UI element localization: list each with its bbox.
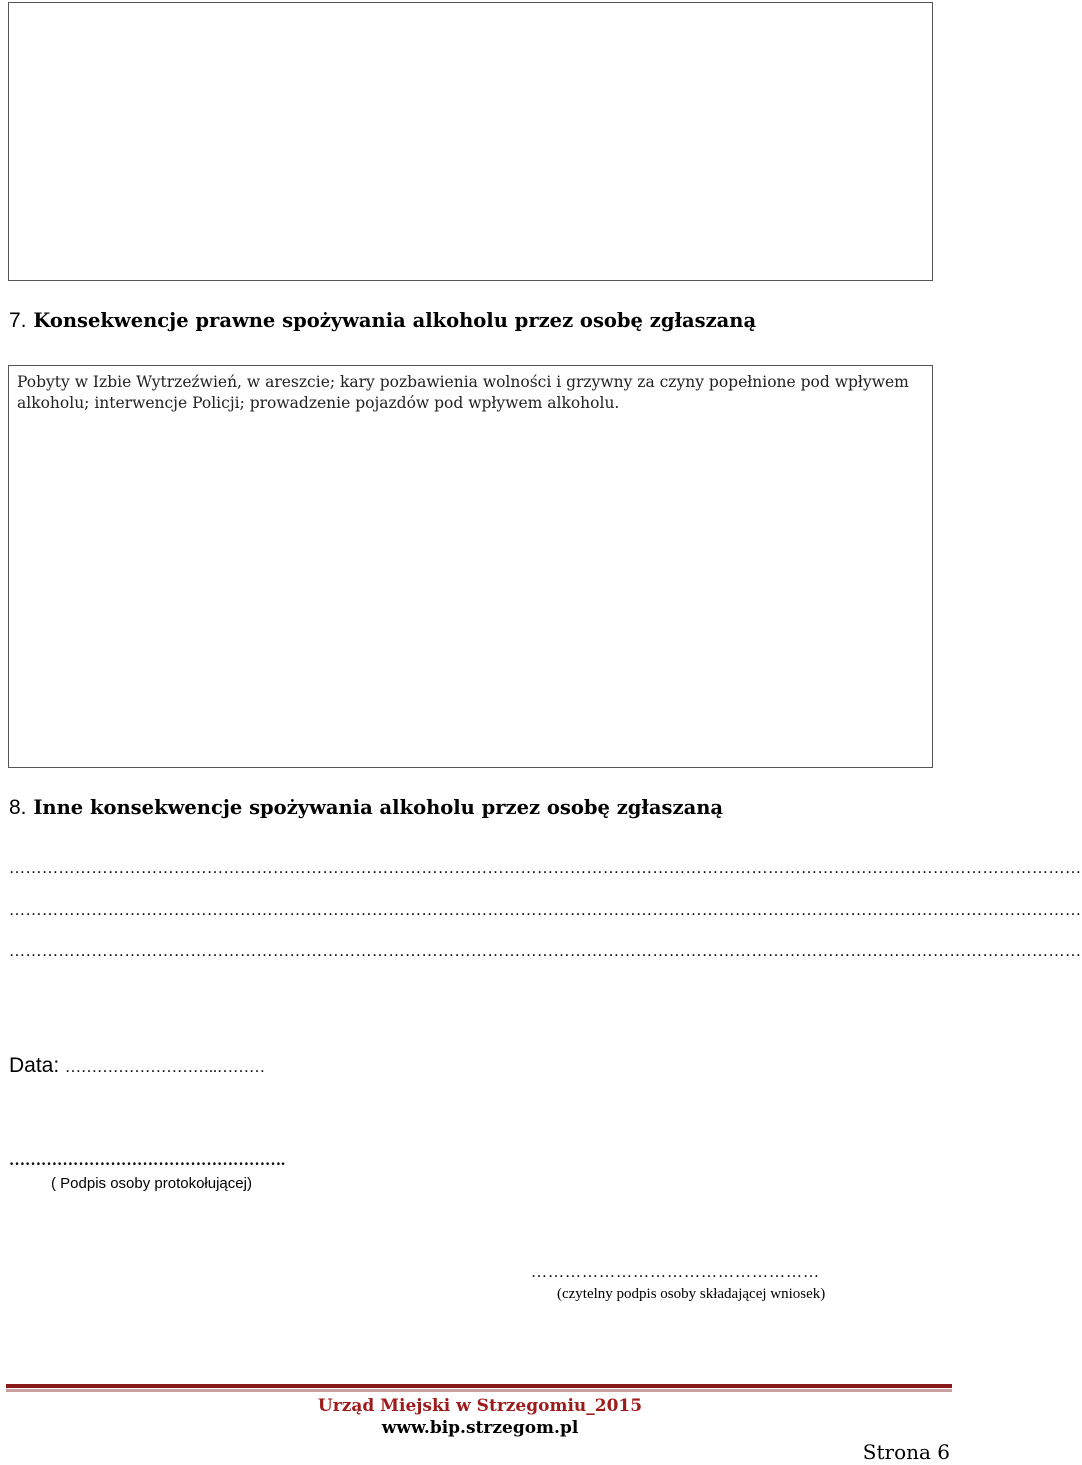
date-field bbox=[9, 1054, 265, 1078]
section7-number: 7. bbox=[9, 309, 27, 332]
page-number: Strona 6 bbox=[862, 1440, 950, 1464]
date-input-line[interactable]: ………………………..……… bbox=[65, 1059, 266, 1076]
section8-number: 8. bbox=[9, 796, 27, 819]
section8-answer-line-2[interactable]: …………………………………………………………………………………………………………………………………………………………………………… bbox=[9, 902, 1082, 919]
footer-divider bbox=[6, 1384, 952, 1388]
protocol-signature-label: ( Podpis osoby protokołującej) bbox=[51, 1175, 252, 1192]
section8-answer-line-3[interactable]: …………………………………………………………………………………………………………………………………………………………………………… bbox=[9, 943, 1082, 960]
footer-office-name: Urząd Miejski w Strzegomiu_2015 bbox=[317, 1396, 643, 1416]
footer-divider-shadow bbox=[6, 1389, 952, 1392]
section8-answer-line-1[interactable]: …………………………………………………………………………………………………………………………………………………………………………… bbox=[9, 860, 1082, 877]
protocol-signature-line[interactable]: ……………………………………………. bbox=[9, 1152, 285, 1169]
section8-title: Inne konsekwencje spożywania alkoholu przez osobę zgłaszaną bbox=[33, 796, 724, 819]
answer-box-section6[interactable] bbox=[8, 2, 933, 281]
section7-heading bbox=[9, 309, 756, 333]
applicant-signature-label: (czytelny podpis osoby składającej wniosek) bbox=[557, 1286, 826, 1302]
answer-box-section7[interactable] bbox=[8, 365, 933, 768]
section8-heading bbox=[9, 796, 723, 820]
section7-answer-text: Pobyty w Izbie Wytrzeźwień, w areszcie; kary pozbawienia wolności i grzywny za czyny popełnione pod wpływem alkoholu; interwencje Policji; prowadzenie pojazdów pod wpływem alkoholu. bbox=[17, 373, 909, 412]
footer-url-link[interactable]: www.bip.strzegom.pl bbox=[381, 1418, 579, 1438]
applicant-signature-line[interactable]: …………………………………………… bbox=[531, 1264, 820, 1281]
section7-title: Konsekwencje prawne spożywania alkoholu przez osobę zgłaszaną bbox=[33, 309, 757, 332]
date-label: Data: bbox=[9, 1054, 60, 1077]
